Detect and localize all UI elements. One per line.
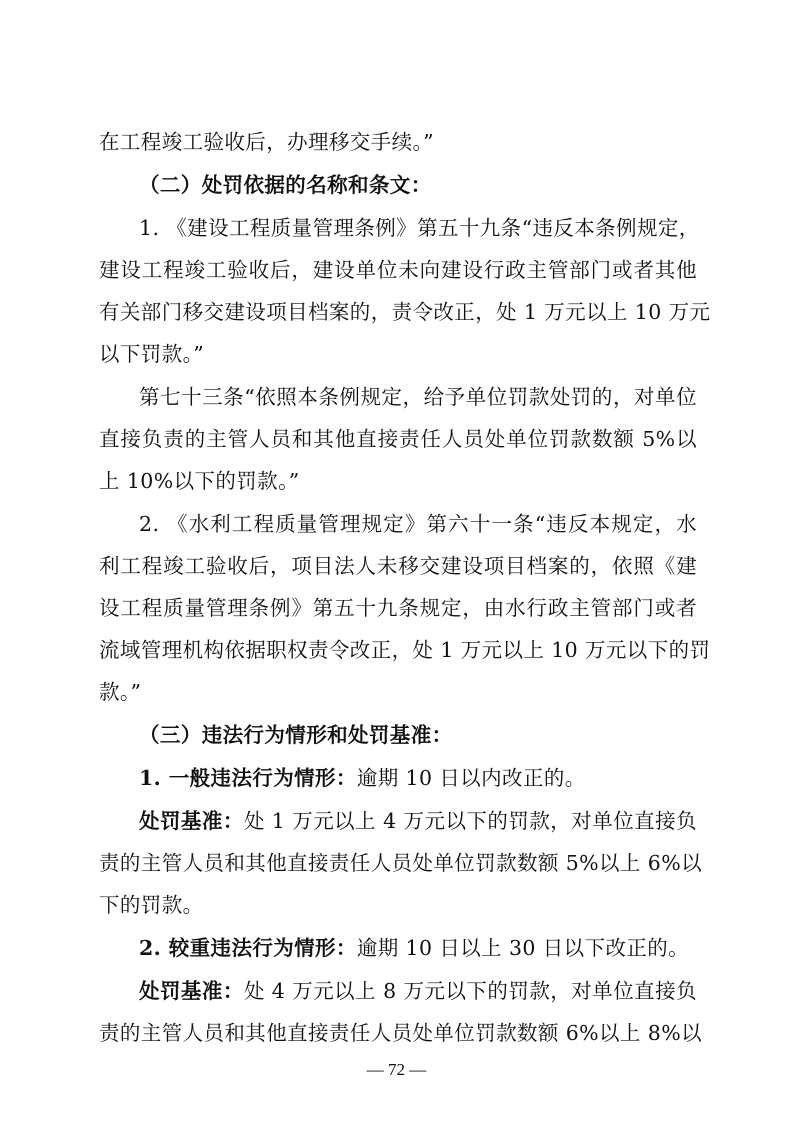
text-line: 设工程质量管理条例》第五十九条规定，由水行政主管部门或者 (99, 596, 697, 620)
text-line: 在工程竣工验收后，办理移交手续。” (99, 130, 435, 154)
text-line: 利工程竣工验收后，项目法人未移交建设项目档案的，依照《建 (99, 554, 697, 578)
text-span: 处 1 万元以上 4 万元以下的罚款，对单位直接负 (243, 809, 697, 833)
text-span: 逾期 10 日以内改正的。 (356, 766, 586, 790)
text-line (139, 763, 697, 793)
bold-label: 处罚基准： (139, 979, 244, 1003)
text-line: 1. 《建设工程质量管理条例》第五十九条“违反本条例规定， (139, 216, 700, 240)
text-line: 下的罚款。 (99, 893, 204, 917)
text-line: 流域管理机构依据职权责令改正，处 1 万元以上 10 万元以下的罚 (99, 638, 711, 662)
text-line: 责的主管人员和其他直接责任人员处单位罚款数额 5%以上 6%以 (99, 851, 702, 875)
text-line: 第七十三条“依照本条例规定，给予单位罚款处罚的，对单位 (139, 385, 697, 409)
text-line: 2. 《水利工程质量管理规定》第六十一条“违反本规定，水 (139, 512, 697, 536)
bold-label: 2. 较重违法行为情形： (139, 936, 357, 960)
text-span: 逾期 10 日以上 30 日以下改正的。 (356, 936, 690, 960)
text-span: 处 4 万元以上 8 万元以下的罚款，对单位直接负 (243, 979, 697, 1003)
section-heading: （二）处罚依据的名称和条文： (139, 173, 432, 197)
bold-label: 1. 一般违法行为情形： (139, 766, 357, 790)
text-line (139, 976, 697, 1006)
text-line: 款。” (99, 680, 142, 704)
text-line: 有关部门移交建设项目档案的，责令改正，处 1 万元以上 10 万元 (99, 300, 711, 324)
text-line: 责的主管人员和其他直接责任人员处单位罚款数额 6%以上 8%以 (99, 1021, 702, 1045)
text-line: 上 10%以下的罚款。” (99, 469, 300, 493)
section-heading: （三）违法行为情形和处罚基准： (139, 723, 453, 747)
text-line: 直接负责的主管人员和其他直接责任人员处单位罚款数额 5%以 (99, 427, 697, 451)
bold-label: 处罚基准： (139, 809, 244, 833)
text-line: 以下罚款。” (99, 342, 205, 366)
text-line: 建设工程竣工验收后，建设单位未向建设行政主管部门或者其他 (99, 258, 697, 282)
text-line (139, 933, 697, 963)
page-number: — 72 — (366, 1060, 427, 1079)
text-line (139, 806, 697, 836)
